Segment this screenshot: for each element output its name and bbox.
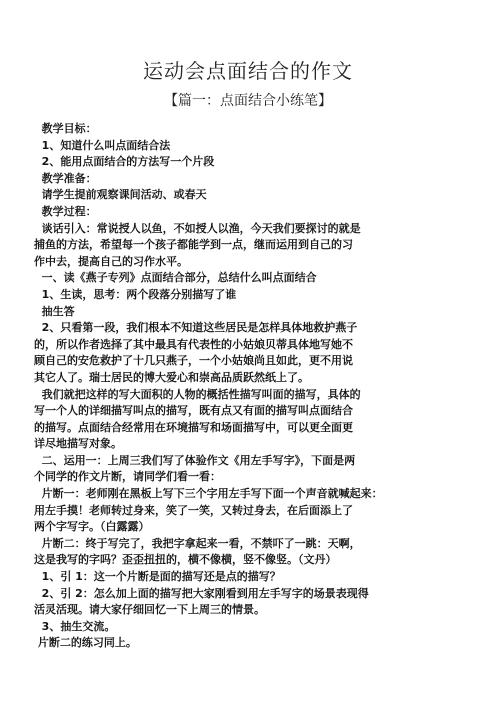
body-text-line: 二、运用一：上周三我们写了体验作文《用左手写字》，下面是两 — [34, 453, 356, 467]
body-text-line: 谈话引入：常说授人以鱼，不如授人以渔，今天我们要探讨的就是 — [34, 221, 361, 235]
body-text-line: 2、引 2：怎么加上面的描写把大家刚看到用左手写字的场景表现得 — [34, 586, 369, 600]
body-text-line: 片断二的练习同上。 — [34, 636, 137, 650]
body-text-line: 我们就把这样的写大面积的人物的概括性描写叫面的描写，具体的 — [34, 387, 361, 401]
body-text-line: 片断二：终于写完了，我把字拿起来一看，不禁吓了一跳：天啊， — [34, 536, 361, 550]
body-text-line: 教学准备： — [34, 171, 97, 185]
body-text-line: 2、能用点面结合的方法写一个片段 — [34, 155, 215, 169]
body-text-line: 片断一：老师刚在黑板上写下三个字用左手写下面一个声音就喊起来： — [34, 487, 383, 501]
document-subtitle: 【篇一：点面结合小练笔】 — [164, 93, 332, 109]
body-text-line: 的，所以作者选择了其中最具有代表性的小姑娘贝蒂具体地写她不 — [34, 337, 353, 351]
body-text-line: 1、引 1：这一个片断是面的描写还是点的描写？ — [34, 570, 281, 584]
body-text-line: 1、生读，思考：两个段落分别描写了谁 — [34, 287, 237, 301]
body-text-line: 顾自己的安危救护了十几只燕子，一个小姑娘尚且如此，更不用说 — [34, 354, 353, 368]
body-text-line: 1、知道什么叫点面结合法 — [34, 138, 171, 152]
document-body — [34, 121, 464, 652]
body-text-line: 这是我写的字吗？歪歪扭扭的，横不像横，竖不像竖。（文丹） — [34, 553, 337, 567]
body-text-line: 请学生提前观察课间活动、或春天 — [34, 188, 207, 202]
body-text-line: 3、抽生交流。 — [34, 619, 116, 633]
body-text-line: 抽生答 — [34, 304, 75, 318]
body-text-line: 详尽地描写对象。 — [34, 437, 122, 451]
body-text-line: 写一个人的详细描写叫点的描写，既有点又有面的描写叫点面结合 — [34, 404, 353, 418]
body-text-line: 两个字写字。（白露露） — [34, 520, 150, 534]
body-text-line: 用左手摸！老师转过身来，笑了一笑，又转过身去，在后面添上了 — [34, 503, 353, 517]
body-text-line: 一、读《燕子专列》点面结合部分，总结什么叫点面结合 — [34, 271, 317, 285]
body-text-line: 作中去，提高自己的习作水平。 — [34, 254, 188, 268]
body-text-line: 的描写。点面结合经常用在环境描写和场面描写中，可以更全面更 — [34, 420, 353, 434]
body-text-line: 教学目标： — [34, 122, 97, 135]
body-text-line: 活灵活现。请大家仔细回忆一下上周三的情景。 — [34, 603, 265, 617]
body-text-line: 个同学的作文片断，请同学们看一看： — [34, 470, 221, 484]
body-text-line: 教学过程： — [34, 204, 97, 218]
document-title: 运动会点面结合的作文 — [143, 59, 353, 83]
body-text-line: 其它人了。瑞士居民的博大爱心和崇高品质跃然纸上了。 — [34, 370, 309, 384]
body-text-line: 2、只看第一段，我们根本不知道这些居民是怎样具体地救护燕子 — [34, 321, 358, 335]
body-text-line: 捕鱼的方法，希望每一个孩子都能学到一点，继而运用到自己的习 — [34, 238, 353, 252]
